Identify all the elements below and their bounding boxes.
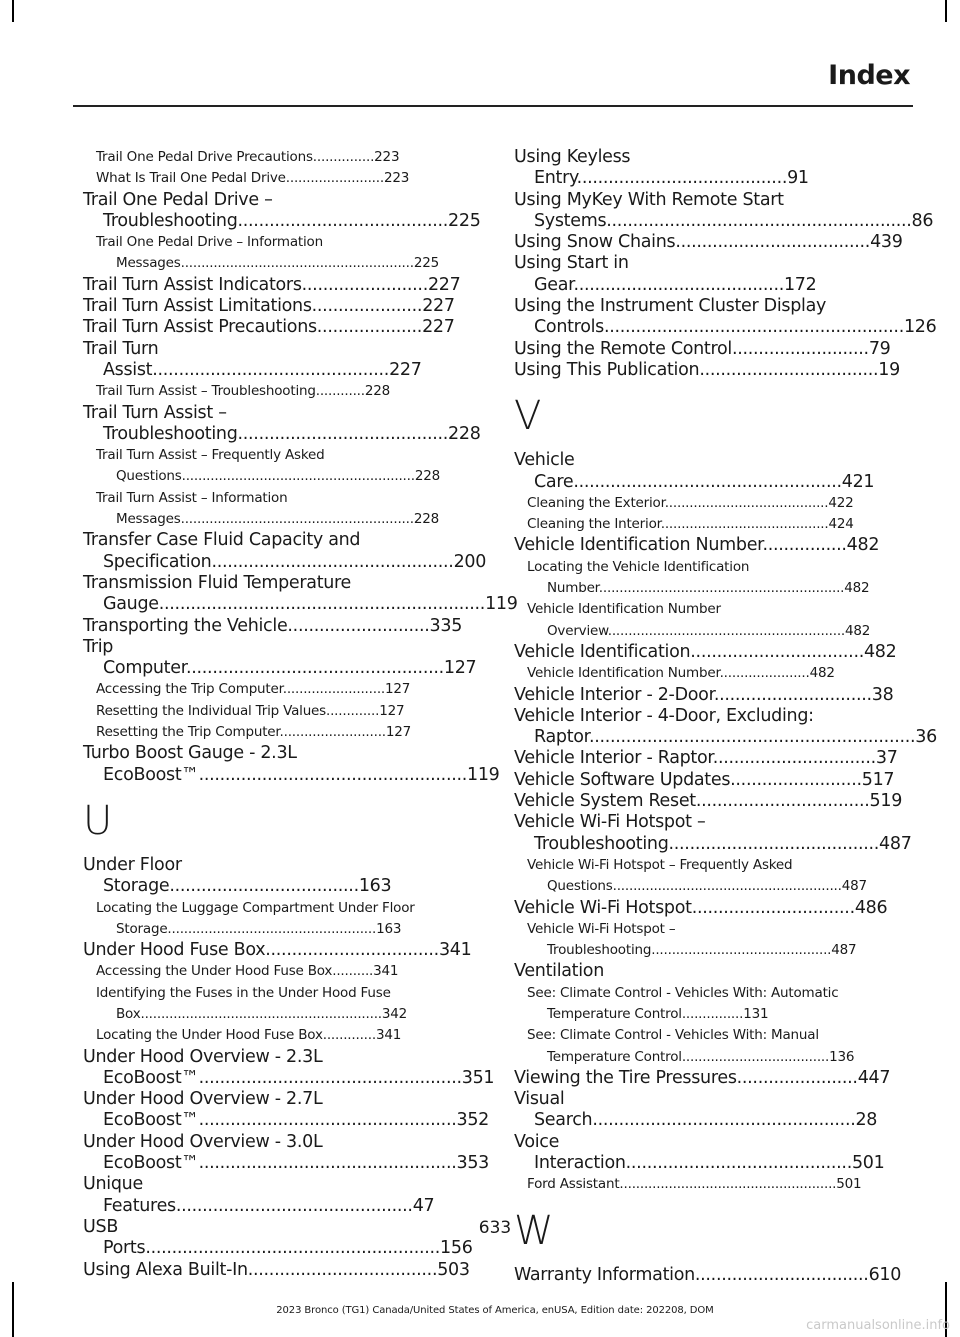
index-subentry[interactable]	[83, 445, 473, 488]
entry-label: Trail Turn Assist – Information Messages	[96, 489, 288, 528]
index-entry[interactable]	[514, 232, 905, 253]
entry-page-number: 422	[828, 494, 854, 511]
dot-leader: ........................................	[668, 833, 880, 854]
crop-mark-top-left	[12, 0, 14, 22]
entry-label: Accessing the Under Hood Fuse Box	[96, 963, 333, 980]
entry-page-number: 424	[828, 516, 854, 533]
index-subentry[interactable]	[83, 168, 473, 189]
dot-leader: ........................	[285, 170, 384, 187]
dot-leader: ........................................	[237, 210, 449, 231]
entry-label: See: Climate Control - Vehicles With: Automatic Temperature Control	[527, 984, 839, 1022]
dot-leader: .........................	[730, 769, 862, 790]
index-entry[interactable]	[514, 791, 905, 812]
index-entry[interactable]	[514, 748, 905, 769]
dot-leader: ..........................	[279, 724, 386, 741]
entry-page-number: 91	[787, 168, 809, 189]
entry-label: Resetting the Individual Trip Values	[96, 702, 326, 719]
index-entry[interactable]	[83, 317, 473, 338]
index-subentry[interactable]	[514, 919, 905, 962]
entry-label: Ventilation	[514, 961, 605, 982]
index-subentry[interactable]	[514, 557, 905, 600]
entry-page-number: 482	[845, 622, 871, 639]
dot-leader: ...................................................	[167, 920, 377, 937]
index-subentry[interactable]	[83, 147, 473, 168]
dot-leader: ..........................................................	[607, 622, 846, 639]
index-entry[interactable]	[514, 1265, 905, 1286]
dot-leader: ..................................	[699, 359, 879, 380]
entry-page-number: 79	[868, 338, 891, 359]
dot-leader: .............	[326, 702, 380, 719]
index-entry[interactable]	[83, 275, 473, 296]
entry-label: Vehicle Software Updates	[514, 769, 731, 790]
dot-leader: ..............................................	[211, 551, 454, 572]
entry-label: Warranty Information	[514, 1264, 695, 1285]
entry-page-number: 127	[385, 724, 412, 741]
index-section-letter: W	[514, 1207, 554, 1254]
entry-label: Identifying the Fuses in the Under Hood Fuse Box	[96, 984, 391, 1022]
entry-page-number: 501	[836, 1176, 862, 1193]
index-subentry[interactable]	[83, 983, 473, 1026]
entry-page-number: 119	[467, 764, 500, 785]
entry-page-number: 482	[863, 641, 897, 662]
dot-leader: ........................	[301, 274, 428, 295]
index-column-right	[514, 147, 937, 1286]
entry-label: Vehicle Wi-Fi Hotspot – Troubleshooting	[514, 812, 706, 854]
dot-leader: ........................................................	[145, 1238, 441, 1259]
index-entry[interactable]	[514, 1068, 905, 1089]
entry-page-number: 482	[809, 665, 835, 682]
entry-page-number: 487	[879, 833, 912, 854]
entry-page-number: 447	[857, 1067, 891, 1088]
page-title: Index	[828, 60, 910, 91]
entry-label: Under Hood Fuse Box	[83, 940, 266, 961]
index-subentry[interactable]	[514, 599, 905, 642]
index-subentry[interactable]	[83, 961, 473, 982]
entry-label: Vehicle Wi-Fi Hotspot	[514, 897, 692, 918]
index-entry[interactable]	[83, 1260, 473, 1281]
entry-page-number: 519	[869, 791, 903, 812]
entry-label: Vehicle Interior - 2-Door	[514, 684, 714, 705]
dot-leader: ..............................................................	[158, 594, 486, 615]
entry-label: Transmission Fluid Temperature Gauge	[83, 572, 352, 615]
index-subentry[interactable]	[514, 663, 905, 684]
index-entry[interactable]	[514, 705, 937, 749]
entry-page-number: 503	[437, 1259, 470, 1280]
index-entry[interactable]	[83, 530, 487, 573]
entry-page-number: 342	[381, 1005, 408, 1022]
index-entry[interactable]	[514, 189, 934, 233]
dot-leader: ...........................................................	[140, 1005, 382, 1022]
entry-label: Under Floor Storage	[83, 854, 182, 897]
entry-label: Vehicle Identification	[514, 641, 691, 662]
title-divider	[73, 105, 913, 107]
dot-leader: .....................	[311, 296, 423, 317]
dot-leader: ............................................................	[598, 580, 845, 597]
index-section-letter: U	[83, 797, 113, 844]
entry-page-number: 225	[448, 210, 481, 231]
entry-page-number: 223	[374, 149, 400, 165]
entry-page-number: 352	[456, 1110, 489, 1131]
index-entry[interactable]	[514, 961, 905, 982]
index-entry[interactable]	[83, 1046, 495, 1090]
dot-leader: ...............	[312, 149, 375, 165]
dot-leader: ..........................................................	[606, 210, 912, 231]
entry-label: USB Ports	[83, 1216, 146, 1259]
entry-label: Using Snow Chains	[514, 232, 676, 253]
entry-page-number: 163	[358, 876, 392, 897]
entry-label: Resetting the Trip Computer	[96, 724, 280, 741]
index-entry[interactable]	[514, 450, 905, 493]
entry-label: Trail Turn Assist Limitations	[83, 296, 312, 317]
dot-leader: .............................................	[175, 1195, 413, 1216]
dot-leader: .............	[322, 1027, 376, 1044]
dot-leader: ...............	[681, 1005, 744, 1022]
entry-label: Using the Instrument Cluster Display Controls	[514, 296, 827, 338]
dot-leader: .....................................	[675, 232, 871, 253]
index-subentry[interactable]	[514, 493, 905, 514]
dot-leader: ..............................	[713, 684, 872, 705]
index-entry[interactable]	[514, 253, 905, 296]
index-subentry[interactable]	[514, 1174, 905, 1195]
entry-label: Locating the Under Hood Fuse Box	[96, 1027, 323, 1044]
entry-label: Transporting the Vehicle	[83, 615, 288, 636]
entry-page-number: 227	[422, 317, 455, 338]
dot-leader: ...............................	[712, 748, 876, 769]
index-entry[interactable]	[514, 360, 905, 381]
entry-label: Turbo Boost Gauge - 2.3L EcoBoost™	[83, 743, 297, 785]
dot-leader: ...................................................	[573, 471, 842, 492]
entry-page-number: 486	[854, 897, 888, 918]
entry-label: What Is Trail One Pedal Drive	[96, 170, 286, 187]
dot-leader: ........................................	[237, 423, 449, 444]
entry-page-number: 223	[383, 170, 410, 187]
dot-leader: ....................................	[169, 876, 359, 897]
index-subentry[interactable]	[83, 381, 473, 402]
entry-page-number: 47	[412, 1195, 435, 1216]
entry-label: Using Keyless Entry	[514, 147, 631, 189]
entry-page-number: 353	[456, 1153, 489, 1174]
entry-page-number: 487	[831, 942, 857, 959]
index-subentry[interactable]	[514, 514, 905, 535]
page-number: 633	[478, 1218, 512, 1238]
entry-page-number: 487	[841, 878, 867, 895]
entry-label: Trail One Pedal Drive – Information Messages	[96, 234, 323, 272]
dot-leader: ........................................	[664, 494, 829, 511]
entry-page-number: 86	[911, 210, 934, 231]
index-subentry[interactable]	[514, 1025, 905, 1068]
index-entry[interactable]	[514, 685, 905, 706]
entry-label: Vehicle Interior - Raptor	[514, 748, 713, 769]
entry-page-number: 163	[376, 920, 402, 937]
index-entry[interactable]	[514, 339, 905, 360]
index-subentry[interactable]	[514, 983, 905, 1026]
entry-page-number: 351	[461, 1067, 495, 1088]
index-subentry[interactable]	[83, 722, 473, 743]
index-subentry[interactable]	[83, 701, 473, 722]
entry-label: Trail One Pedal Drive – Troubleshooting	[83, 189, 273, 231]
index-subentry[interactable]	[83, 232, 473, 275]
entry-label: Vehicle Identification Number	[527, 665, 720, 682]
index-entry[interactable]	[514, 1132, 905, 1175]
index-entry[interactable]	[514, 1089, 905, 1132]
entry-label: Trail Turn Assist	[83, 338, 159, 380]
dot-leader: ........................................................	[612, 878, 842, 895]
dot-leader: .................................	[265, 940, 439, 961]
entry-label: Locating the Luggage Compartment Under Floor Storage	[96, 899, 415, 937]
index-entry[interactable]	[514, 812, 912, 855]
dot-leader: .......................	[736, 1067, 858, 1088]
entry-page-number: 341	[373, 963, 399, 980]
entry-label: Trail Turn Assist – Frequently Asked Questions	[96, 447, 325, 485]
dot-leader: .................................................	[198, 1153, 457, 1174]
footer-edition-info: 2023 Bronco (TG1) Canada/United States of America, enUSA, Edition date: 202208, DOM	[276, 1305, 714, 1316]
entry-label: Using Alexa Built-In	[83, 1259, 248, 1280]
entry-label: Locating the Vehicle Identification Number	[527, 558, 750, 597]
dot-leader: .................................................	[198, 1110, 457, 1131]
entry-page-number: 126	[903, 317, 937, 338]
entry-label: Viewing the Tire Pressures	[514, 1067, 737, 1088]
entry-label: Using This Publication	[514, 359, 700, 380]
entry-page-number: 28	[855, 1110, 878, 1131]
entry-page-number: 156	[440, 1238, 473, 1259]
index-entry[interactable]	[83, 572, 518, 616]
entry-label: Cleaning the Interior	[527, 516, 661, 533]
index-entry[interactable]	[83, 296, 473, 317]
dot-leader: .........................................................	[181, 468, 415, 485]
dot-leader: .................................................	[186, 658, 444, 679]
entry-page-number: 19	[878, 359, 900, 380]
entry-label: Vehicle System Reset	[514, 791, 696, 812]
index-subentry[interactable]	[514, 855, 905, 898]
index-entry[interactable]	[514, 642, 905, 663]
dot-leader: ....................	[316, 317, 423, 338]
entry-label: Trip Computer	[83, 636, 186, 679]
entry-page-number: 501	[851, 1153, 885, 1174]
entry-page-number: 517	[861, 769, 895, 790]
entry-page-number: 610	[868, 1264, 902, 1285]
dot-leader: .........................................	[660, 516, 829, 533]
entry-page-number: 227	[427, 274, 461, 295]
entry-label: Under Hood Overview - 3.0L EcoBoost™	[83, 1131, 323, 1174]
entry-label: Trail Turn Assist Indicators	[83, 274, 302, 295]
entry-page-number: 225	[413, 255, 439, 272]
entry-label: Vehicle Identification Number	[514, 535, 763, 556]
index-entry[interactable]	[83, 1089, 489, 1132]
watermark: carmanualsonline.info	[806, 1318, 950, 1333]
index-entry[interactable]	[83, 402, 481, 446]
index-entry[interactable]	[83, 616, 473, 637]
entry-page-number: 227	[422, 296, 455, 317]
dot-leader: .........................................................	[603, 317, 904, 338]
entry-label: Trail Turn Assist – Troubleshooting	[96, 383, 316, 400]
dot-leader: .....................................................	[619, 1176, 837, 1193]
entry-page-number: 200	[453, 551, 487, 572]
entry-label: Trail Turn Assist – Troubleshooting	[83, 402, 238, 444]
dot-leader: ...............................	[691, 897, 855, 918]
entry-page-number: 421	[841, 471, 875, 492]
entry-page-number: 127	[443, 658, 477, 679]
entry-label: Trail Turn Assist Precautions	[83, 317, 317, 338]
index-subentry[interactable]	[83, 898, 473, 941]
entry-page-number: 172	[783, 274, 817, 295]
index-subentry[interactable]	[83, 488, 473, 531]
entry-label: Using the Remote Control	[514, 338, 732, 359]
index-entry[interactable]	[83, 189, 481, 233]
entry-page-number: 482	[844, 580, 870, 597]
dot-leader: ......................	[719, 665, 810, 682]
entry-label: Accessing the Trip Computer	[96, 681, 283, 698]
dot-leader: ............................................	[651, 942, 832, 959]
entry-label: Transfer Case Fluid Capacity and Specification	[83, 530, 361, 572]
dot-leader: ....................................	[681, 1048, 830, 1065]
entry-page-number: 37	[875, 748, 898, 769]
entry-page-number: 341	[438, 940, 472, 961]
entry-label: Ford Assistant	[527, 1176, 620, 1193]
entry-label: Using MyKey With Remote Start Systems	[514, 189, 784, 231]
entry-page-number: 341	[375, 1027, 402, 1044]
index-entry[interactable]	[83, 1174, 473, 1217]
dot-leader: ...................................................	[198, 764, 467, 785]
index-subentry[interactable]	[83, 679, 473, 700]
dot-leader: .................................	[695, 791, 870, 812]
dot-leader: ...........................	[287, 615, 430, 636]
dot-leader: ..............................................................	[588, 727, 916, 748]
entry-page-number: 335	[429, 615, 463, 636]
entry-label: Vehicle Wi-Fi Hotspot – Frequently Asked Questions	[527, 856, 793, 895]
dot-leader: ................	[762, 535, 847, 556]
entry-page-number: 439	[870, 232, 903, 253]
entry-page-number: 228	[364, 383, 391, 400]
entry-label: Vehicle Care	[514, 450, 575, 492]
dot-leader: ...........................................	[625, 1153, 852, 1174]
dot-leader: ..........	[332, 963, 374, 980]
index-entry[interactable]	[514, 535, 905, 556]
entry-label: Using Start in Gear	[514, 253, 629, 295]
dot-leader: ..........................	[731, 338, 869, 359]
index-entry[interactable]	[83, 636, 477, 680]
entry-page-number: 482	[846, 535, 880, 556]
crop-mark-top-right	[945, 0, 947, 22]
index-section-letter: V	[514, 393, 542, 440]
entry-page-number: 228	[414, 468, 440, 485]
index-entry[interactable]	[514, 770, 905, 791]
entry-page-number: 38	[871, 684, 894, 705]
dot-leader: .........................	[282, 681, 386, 698]
dot-leader: ..................................................	[198, 1067, 462, 1088]
entry-label: Under Hood Overview - 2.3L EcoBoost™	[83, 1046, 323, 1088]
entry-page-number: 131	[743, 1005, 769, 1022]
entry-label: Vehicle Wi-Fi Hotspot – Troubleshooting	[527, 920, 676, 959]
entry-label: Voice Interaction	[514, 1131, 626, 1174]
index-entry[interactable]	[514, 898, 905, 919]
entry-label: Vehicle Interior - 4-Door, Excluding: Raptor	[514, 705, 814, 748]
entry-label: Unique Features	[83, 1174, 176, 1216]
dot-leader: ..................................................	[592, 1110, 856, 1131]
dot-leader: .........................................................	[180, 255, 414, 272]
index-entry[interactable]	[83, 339, 473, 382]
index-entry[interactable]	[514, 147, 905, 190]
dot-leader: ........................................	[576, 168, 788, 189]
dot-leader: ............	[315, 383, 365, 400]
entry-label: Visual Search	[514, 1089, 593, 1131]
entry-label: Vehicle Identification Number Overview	[527, 601, 721, 639]
index-entry[interactable]	[514, 296, 937, 339]
entry-page-number: 136	[829, 1048, 855, 1065]
index-subentry[interactable]	[83, 1025, 473, 1046]
dot-leader: .........................................................	[180, 511, 414, 528]
dot-leader: ....................................	[247, 1259, 438, 1280]
entry-page-number: 228	[413, 511, 439, 528]
entry-page-number: 228	[448, 423, 481, 444]
entry-page-number: 127	[385, 681, 411, 698]
entry-label: See: Climate Control - Vehicles With: Manual Temperature Control	[527, 1027, 819, 1065]
entry-label: Under Hood Overview - 2.7L EcoBoost™	[83, 1089, 323, 1131]
entry-label: Trail One Pedal Drive Precautions	[96, 149, 313, 165]
dot-leader: .................................	[690, 641, 864, 662]
index-entry[interactable]	[83, 1131, 489, 1175]
entry-page-number: 127	[379, 702, 405, 719]
index-entry[interactable]	[83, 940, 473, 961]
index-entry[interactable]	[83, 743, 500, 786]
dot-leader: .............................................	[152, 359, 390, 380]
entry-page-number: 119	[485, 594, 518, 615]
entry-page-number: 36	[915, 727, 937, 748]
index-entry[interactable]	[83, 855, 473, 898]
dot-leader: ........................................	[573, 274, 784, 295]
entry-label: Cleaning the Exterior	[527, 494, 665, 511]
entry-page-number: 227	[389, 359, 422, 380]
dot-leader: .................................	[694, 1264, 869, 1285]
